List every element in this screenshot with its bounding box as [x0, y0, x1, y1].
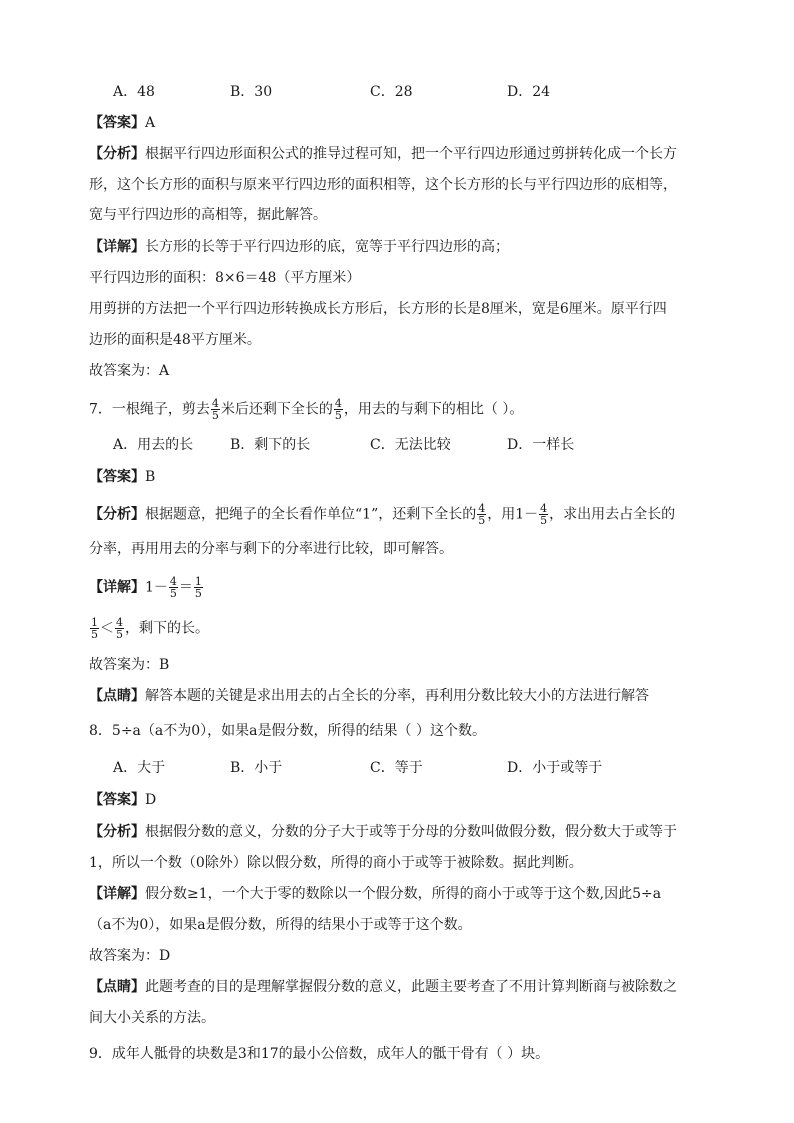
q9-stem: 9．成年人骶骨的块数是3和17的最小公倍数，成年人的骶干骨有（ ）块。	[89, 1046, 550, 1062]
analysis-text: 根据题意，把绳子的全长看作单位“1”，还剩下全长的	[145, 506, 477, 523]
q7-answer	[89, 467, 714, 487]
fraction-denominator: 5	[169, 587, 177, 600]
comment-tag: 【点睛】	[89, 979, 145, 995]
q8-analysis-line-1	[89, 822, 714, 842]
answer-tag: 【答案】	[89, 792, 145, 808]
comment-tag: 【点睛】	[89, 688, 145, 704]
q6-conclusion: 故答案为：A	[89, 363, 170, 379]
q7-stem-part: ，用去的与剩下的相比（ ）。	[343, 401, 524, 418]
q6-option-b[interactable]: B．30	[230, 84, 273, 100]
fraction-one-fifth	[90, 617, 99, 640]
q7-comment	[89, 686, 714, 706]
q8-option-d[interactable]: D．小于或等于	[507, 760, 603, 776]
fraction-denominator: 5	[116, 628, 123, 641]
q6-answer	[89, 113, 714, 133]
q6-detail-line-3: 用剪拼的方法把一个平行四边形转换成长方形后，长方形的长是8厘米，宽是6厘米。原平行四	[89, 301, 667, 317]
q8-analysis-line-2: 1，所以一个数（0除外）除以假分数，所得的商小于或等于被除数。据此判断。	[89, 855, 583, 871]
fraction-one-fifth	[194, 576, 203, 599]
answer-tag: 【答案】	[89, 469, 145, 485]
q8-option-b[interactable]: B．小于	[230, 760, 283, 776]
less-than-sign: ＜	[100, 620, 114, 637]
q7-stem	[89, 398, 714, 421]
detail-text: ，剩下的长。	[125, 620, 209, 637]
fraction-four-fifths	[539, 503, 548, 526]
fraction-numerator: 4	[334, 397, 342, 410]
q7-option-d[interactable]: D．一样长	[507, 437, 575, 453]
q8-detail-line-2: （a不为0），如果a是假分数，所得的结果小于或等于这个数。	[89, 917, 472, 933]
q6-option-a[interactable]: A．48	[113, 84, 155, 100]
q8-option-c[interactable]: C．等于	[370, 760, 423, 776]
detail-tag: 【详解】	[89, 886, 145, 902]
q8-conclusion: 故答案为：D	[89, 948, 171, 964]
fraction-denominator: 5	[478, 514, 486, 527]
answer-tag: 【答案】	[89, 115, 145, 131]
fraction-four-fifths	[211, 398, 220, 421]
q8-comment-line-1	[89, 977, 714, 997]
detail-text: 假分数≥1，一个大于零的数除以一个假分数，所得的商小于或等于这个数,因此5÷a	[145, 886, 662, 902]
fraction-denominator: 5	[91, 628, 98, 641]
q6-detail-line-4: 边形的面积是48平方厘米。	[89, 332, 261, 348]
q7-detail-line-2	[89, 617, 714, 640]
fraction-numerator: 4	[116, 616, 123, 629]
analysis-tag: 【分析】	[89, 146, 145, 162]
analysis-tag: 【分析】	[89, 824, 145, 840]
detail-text: ＝	[178, 579, 193, 596]
q7-stem-part: 米后还剩下全长的	[220, 401, 333, 418]
fraction-denominator: 5	[540, 514, 548, 527]
q6-option-d[interactable]: D．24	[507, 84, 551, 100]
fraction-four-fifths	[169, 576, 178, 599]
fraction-four-fifths	[115, 617, 124, 640]
analysis-tag: 【分析】	[89, 506, 145, 523]
fraction-numerator: 4	[478, 502, 486, 515]
q8-comment-line-2: 间大小关系的方法。	[89, 1010, 215, 1026]
fraction-numerator: 4	[540, 502, 548, 515]
fraction-numerator: 4	[169, 575, 177, 588]
q6-analysis-line-1	[89, 144, 714, 164]
q8-option-a[interactable]: A．大于	[113, 760, 166, 776]
fraction-numerator: 1	[194, 575, 202, 588]
fraction-four-fifths	[334, 398, 343, 421]
q8-answer	[89, 790, 714, 810]
q6-analysis-line-2: 形，这个长方形的面积与原来平行四边形的面积相等，这个长方形的长与平行四边形的底相等，	[89, 177, 677, 193]
q6-option-c[interactable]: C．28	[370, 84, 413, 100]
q7-option-a[interactable]: A．用去的长	[113, 437, 194, 453]
answer-value: A	[145, 115, 156, 131]
detail-tag: 【详解】	[89, 579, 145, 596]
analysis-text: ，用1－	[487, 506, 539, 523]
q7-conclusion: 故答案为：B	[89, 657, 170, 673]
answer-value: D	[145, 792, 157, 808]
detail-text: 长方形的长等于平行四边形的底，宽等于平行四边形的高；	[145, 239, 509, 255]
detail-tag: 【详解】	[89, 239, 145, 255]
comment-text: 解答本题的关键是求出用去的占全长的分率，再利用分数比较大小的方法进行解答	[145, 688, 649, 704]
fraction-denominator: 5	[211, 409, 219, 422]
q7-analysis-line-1	[89, 503, 714, 526]
q7-option-c[interactable]: C．无法比较	[370, 437, 451, 453]
comment-text: 此题考查的目的是理解掌握假分数的意义，此题主要考查了不用计算判断商与被除数之	[145, 979, 677, 995]
answer-value: B	[145, 469, 156, 485]
analysis-text: ，求出用去占全长的	[549, 506, 676, 523]
analysis-text: 根据假分数的意义，分数的分子大于或等于分母的分数叫做假分数，假分数大于或等于	[145, 824, 677, 840]
q8-stem: 8．5÷a（a不为0），如果a是假分数，所得的结果（ ）这个数。	[89, 723, 486, 739]
q7-detail-line-1	[89, 576, 714, 599]
q8-detail-line-1	[89, 884, 714, 904]
fraction-numerator: 4	[211, 397, 219, 410]
fraction-denominator: 5	[194, 587, 202, 600]
q6-detail-line-1	[89, 237, 714, 257]
detail-text: 1－	[145, 579, 168, 596]
fraction-four-fifths	[477, 503, 486, 526]
q7-stem-part: 7．一根绳子，剪去	[89, 401, 210, 418]
fraction-numerator: 1	[91, 616, 98, 629]
q6-detail-line-2: 平行四边形的面积：8×6＝48（平方厘米）	[89, 270, 361, 286]
q7-analysis-line-2: 分率，再用用去的分率与剩下的分率进行比较，即可解答。	[89, 541, 453, 557]
q6-analysis-line-3: 宽与平行四边形的高相等，据此解答。	[89, 207, 327, 223]
fraction-denominator: 5	[334, 409, 342, 422]
q7-option-b[interactable]: B．剩下的长	[230, 437, 311, 453]
analysis-text: 根据平行四边形面积公式的推导过程可知，把一个平行四边形通过剪拼转化成一个长方	[145, 146, 677, 162]
